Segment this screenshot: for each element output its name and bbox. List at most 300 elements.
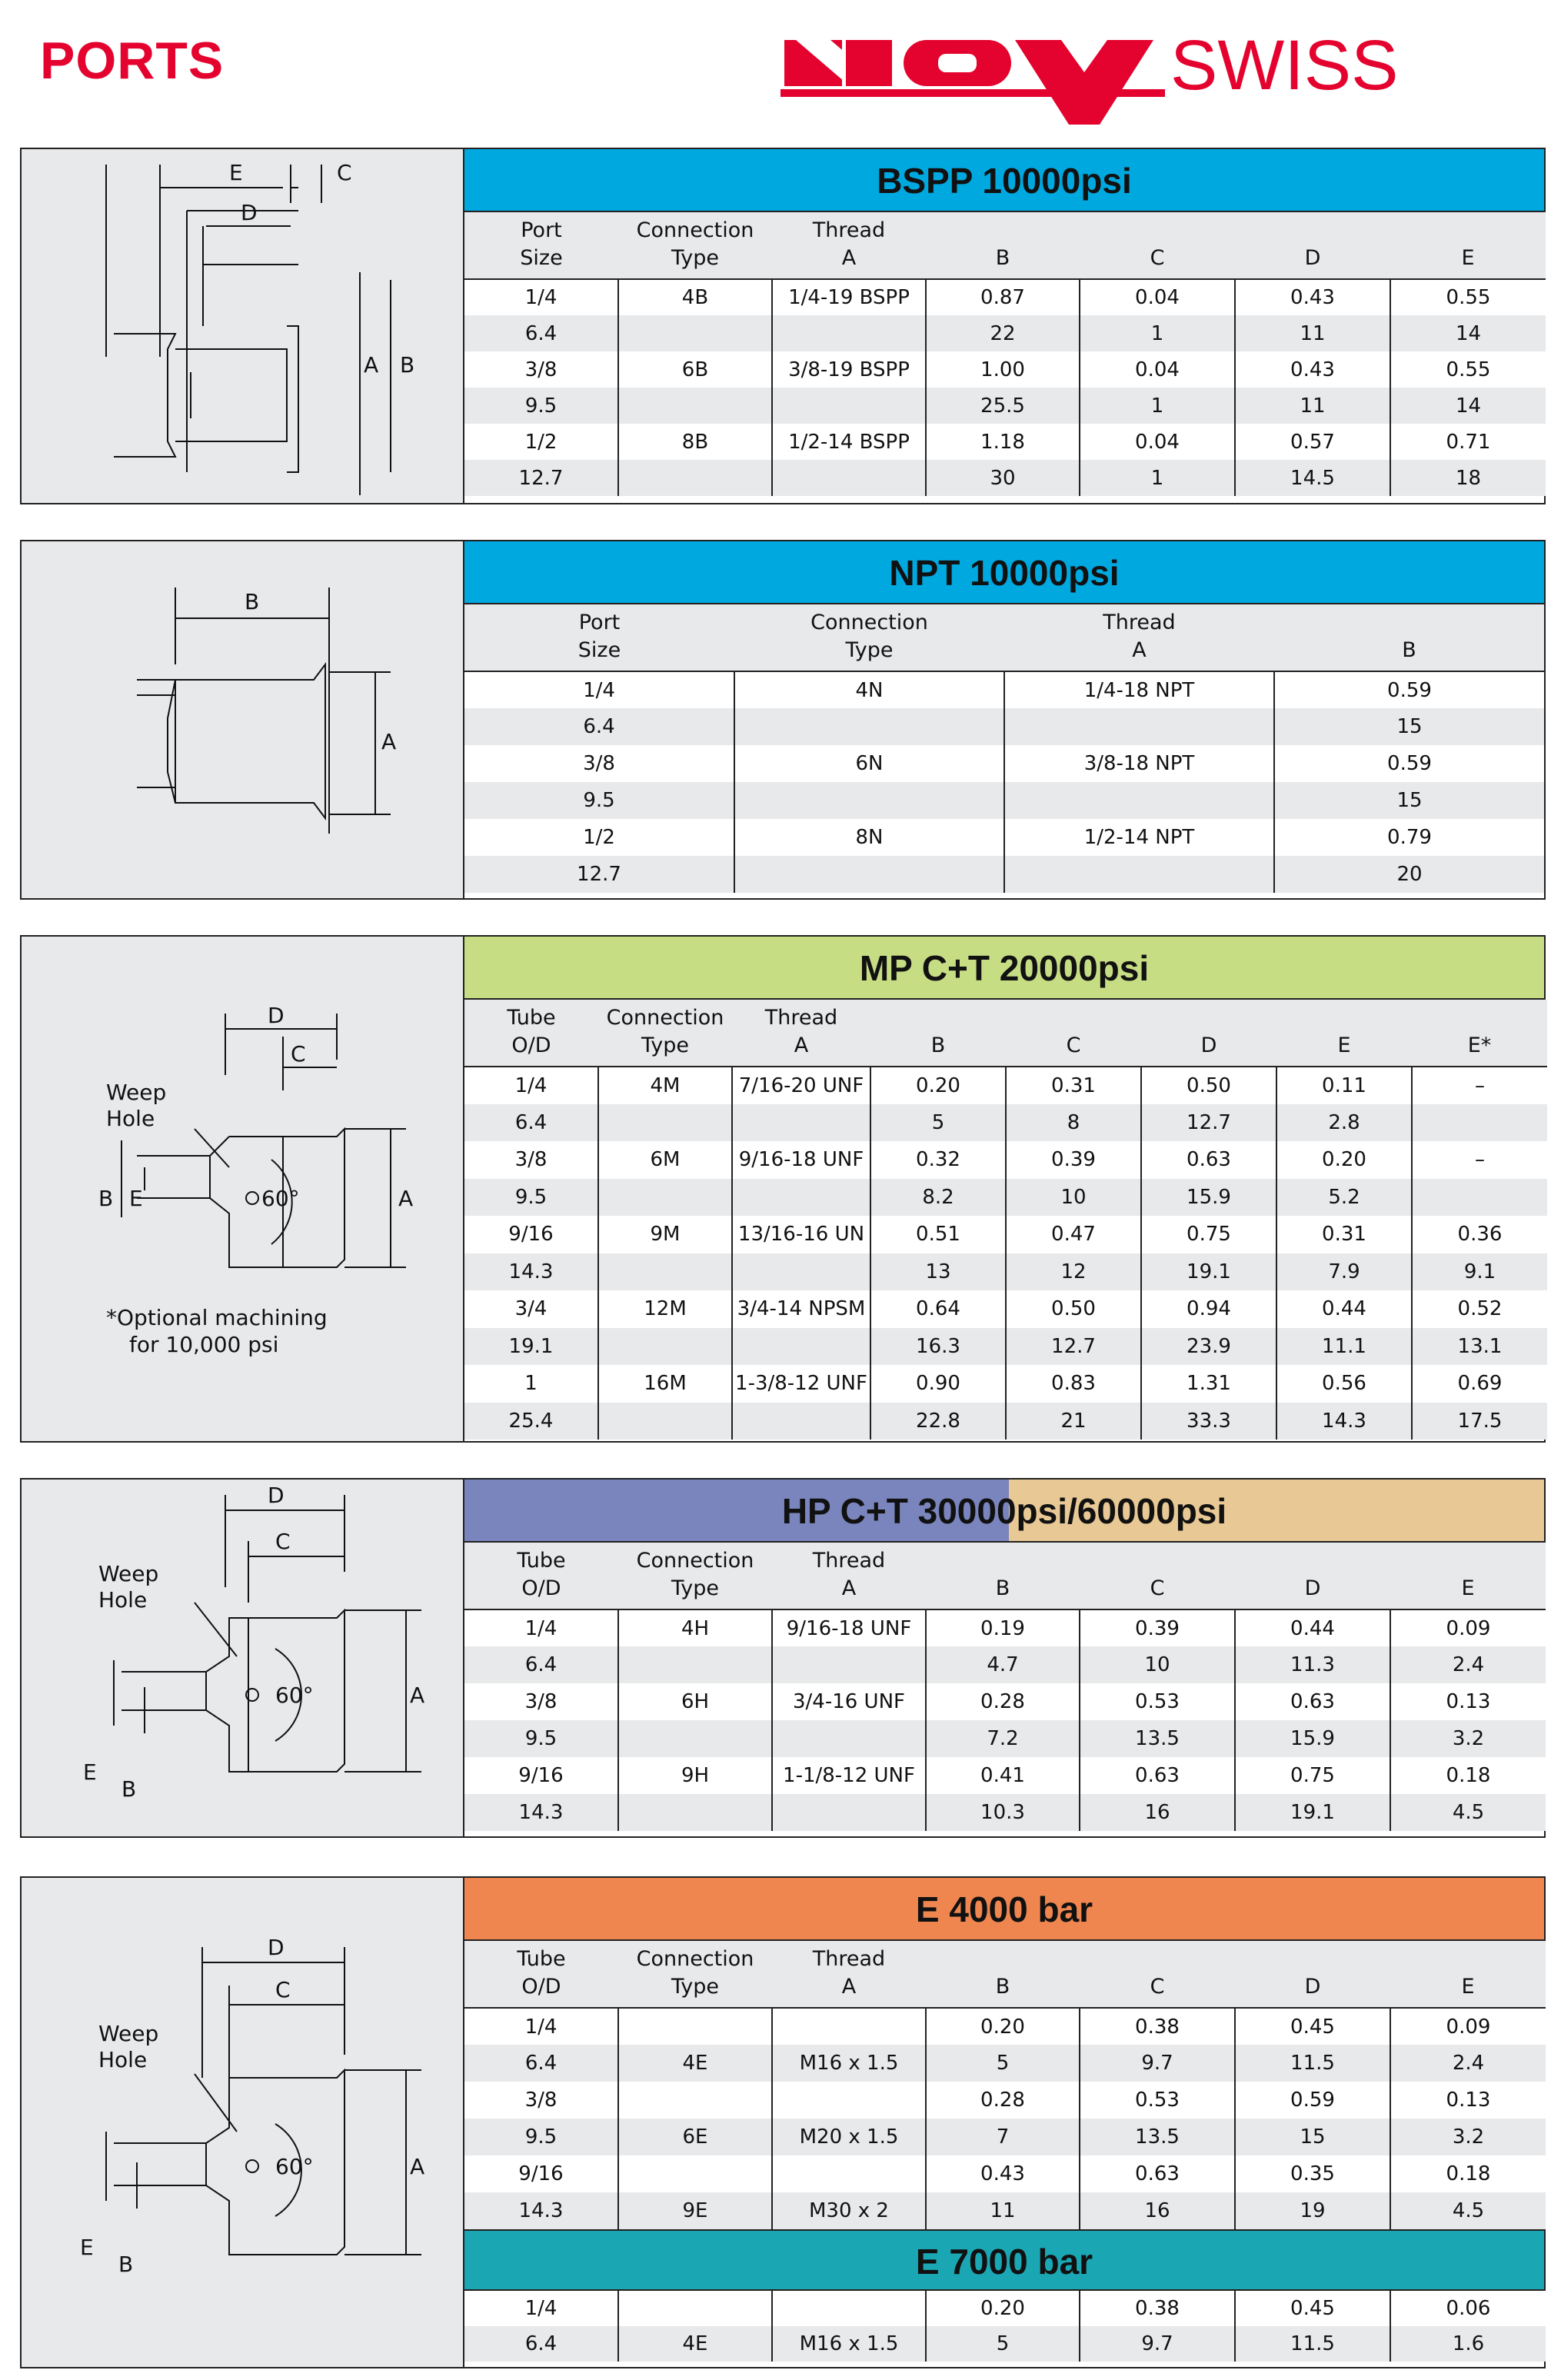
mp-header: Thread A xyxy=(732,1000,870,1067)
table-cell: 11.5 xyxy=(1235,2326,1390,2362)
hole-label: Hole xyxy=(98,1587,148,1613)
e7000-body xyxy=(464,2291,1546,2362)
table-row xyxy=(464,2155,1546,2192)
table-row xyxy=(464,2045,1546,2082)
table-cell: 6.4 xyxy=(464,315,618,351)
table-cell: 22 xyxy=(926,315,1080,351)
table-row xyxy=(464,1365,1547,1403)
table-cell: 8 xyxy=(1006,1104,1141,1142)
table-cell xyxy=(772,2082,926,2119)
table-cell: 0.51 xyxy=(870,1216,1006,1253)
table-cell: 1/4 xyxy=(464,2291,618,2326)
e4000-header: D xyxy=(1235,1941,1390,2008)
npt-header: Connection Type xyxy=(734,604,1004,671)
table-cell: 9H xyxy=(618,1757,772,1794)
table-cell: 25.4 xyxy=(464,1403,598,1440)
table-cell: 17.5 xyxy=(1412,1403,1547,1440)
table-cell: 9.7 xyxy=(1080,2045,1235,2082)
table-cell: 14.5 xyxy=(1235,460,1390,496)
npt-title-band xyxy=(464,541,1544,604)
table-cell xyxy=(772,2291,926,2326)
table-row xyxy=(464,1794,1546,1831)
table-cell: 4B xyxy=(618,279,772,315)
table-cell: 0.04 xyxy=(1080,424,1235,460)
weep-label: Weep xyxy=(106,1080,167,1105)
table-cell: M20 x 1.5 xyxy=(772,2119,926,2155)
table-cell: 6.4 xyxy=(464,1104,598,1142)
table-cell: 11.3 xyxy=(1235,1646,1390,1683)
table-cell: 0.53 xyxy=(1080,1683,1235,1720)
hp-section xyxy=(20,1478,1546,1838)
table-cell: 0.45 xyxy=(1235,2291,1390,2326)
table-cell: 0.28 xyxy=(926,2082,1080,2119)
table-cell: 3.2 xyxy=(1390,1720,1546,1757)
table-cell: 30 xyxy=(926,460,1080,496)
table-cell: 0.09 xyxy=(1390,2008,1546,2045)
table-cell: 9.5 xyxy=(464,2119,618,2155)
table-cell: 1 xyxy=(1080,315,1235,351)
table-cell: 12.7 xyxy=(464,856,734,893)
bspp-port-drawing xyxy=(22,149,463,503)
table-cell: 0.59 xyxy=(1274,671,1544,708)
table-cell: 13.5 xyxy=(1080,1720,1235,1757)
table-cell xyxy=(1004,782,1274,819)
mp-title-band xyxy=(464,937,1544,1000)
e7000-title-band xyxy=(464,2229,1544,2291)
table-cell: 0.13 xyxy=(1390,1683,1546,1720)
e4000-header: Tube O/D xyxy=(464,1941,618,2008)
table-cell: 3/8 xyxy=(464,351,618,388)
hp-title-band xyxy=(464,1480,1544,1543)
table-cell: 11 xyxy=(1235,388,1390,424)
table-row xyxy=(464,1683,1546,1720)
table-cell: 9/16 xyxy=(464,1757,618,1794)
table-cell xyxy=(772,1794,926,1831)
table-cell: 1 xyxy=(1080,460,1235,496)
table-cell xyxy=(618,1794,772,1831)
table-cell xyxy=(598,1328,732,1366)
table-cell: 0.13 xyxy=(1390,2082,1546,2119)
e4000-title: E 4000 bar xyxy=(915,1889,1093,1929)
table-cell: 9/16 xyxy=(464,1216,598,1253)
table-cell: 0.56 xyxy=(1276,1365,1412,1403)
table-cell xyxy=(618,2155,772,2192)
table-cell: 0.75 xyxy=(1141,1216,1276,1253)
npt-diagram xyxy=(22,541,464,898)
table-cell: 1/2 xyxy=(464,424,618,460)
table-cell: 0.39 xyxy=(1006,1141,1141,1179)
table-cell: 1 xyxy=(1080,388,1235,424)
table-row xyxy=(464,2008,1546,2045)
table-cell: 4E xyxy=(618,2045,772,2082)
table-cell: 18 xyxy=(1390,460,1546,496)
table-cell: 6M xyxy=(598,1141,732,1179)
mp-header: E xyxy=(1276,1000,1412,1067)
table-cell: 9.5 xyxy=(464,388,618,424)
table-cell: 5 xyxy=(870,1104,1006,1142)
table-cell xyxy=(772,460,926,496)
table-cell: 3/8 xyxy=(464,745,734,782)
table-cell: 15 xyxy=(1274,708,1544,745)
table-cell: 0.59 xyxy=(1235,2082,1390,2119)
hole-label: Hole xyxy=(106,1106,155,1131)
page-title: PORTS xyxy=(40,32,225,90)
table-row xyxy=(464,460,1546,496)
table-row xyxy=(464,1646,1546,1683)
label-e: E xyxy=(83,1759,97,1785)
table-cell xyxy=(772,315,926,351)
table-cell xyxy=(1412,1104,1547,1142)
table-cell: 0.39 xyxy=(1080,1609,1235,1646)
table-cell: 1.00 xyxy=(926,351,1080,388)
label-c: C xyxy=(291,1041,306,1067)
mp-header: B xyxy=(870,1000,1006,1067)
table-cell: 5 xyxy=(926,2326,1080,2362)
table-row xyxy=(464,2291,1546,2326)
label-e: E xyxy=(129,1186,143,1211)
angle-label: 60° xyxy=(275,1683,314,1708)
table-cell: 16 xyxy=(1080,1794,1235,1831)
table-cell: 10 xyxy=(1006,1179,1141,1217)
table-cell: 0.31 xyxy=(1276,1216,1412,1253)
table-cell xyxy=(1004,856,1274,893)
table-cell xyxy=(618,1646,772,1683)
hp-table-area xyxy=(464,1480,1544,1836)
table-cell: 9/16-18 UNF xyxy=(732,1141,870,1179)
table-cell: 0.20 xyxy=(926,2291,1080,2326)
table-cell: 1/4 xyxy=(464,671,734,708)
table-cell: 13/16-16 UN xyxy=(732,1216,870,1253)
label-a: A xyxy=(410,1683,425,1708)
table-cell: 0.64 xyxy=(870,1290,1006,1328)
table-cell: 0.28 xyxy=(926,1683,1080,1720)
table-cell: 0.63 xyxy=(1141,1141,1276,1179)
table-cell: 4.7 xyxy=(926,1646,1080,1683)
table-row xyxy=(464,351,1546,388)
e4000-header: E xyxy=(1390,1941,1546,2008)
table-row xyxy=(464,1757,1546,1794)
table-cell xyxy=(732,1104,870,1142)
table-cell xyxy=(598,1403,732,1440)
hole-label: Hole xyxy=(98,2047,148,2072)
table-row xyxy=(464,315,1546,351)
table-row xyxy=(464,1253,1547,1291)
table-cell: 12.7 xyxy=(1141,1104,1276,1142)
table-cell: 6B xyxy=(618,351,772,388)
table-cell: 15 xyxy=(1274,782,1544,819)
table-cell xyxy=(598,1179,732,1217)
table-cell: 11.5 xyxy=(1235,2045,1390,2082)
angle-label: 60° xyxy=(275,2154,314,2179)
table-cell: 0.44 xyxy=(1276,1290,1412,1328)
label-a: A xyxy=(381,729,397,754)
table-cell: 3/8 xyxy=(464,1683,618,1720)
e-table-area xyxy=(464,1878,1544,2367)
table-cell: 14.3 xyxy=(464,1794,618,1831)
npt-section xyxy=(20,540,1546,900)
table-row xyxy=(464,1290,1547,1328)
npt-body xyxy=(464,671,1544,893)
table-cell xyxy=(732,1179,870,1217)
hp-port-drawing xyxy=(22,1480,463,1836)
table-cell: 6.4 xyxy=(464,2045,618,2082)
table-cell: 0.18 xyxy=(1390,1757,1546,1794)
mp-header: Connection Type xyxy=(598,1000,732,1067)
table-cell xyxy=(732,1403,870,1440)
hp-header: C xyxy=(1080,1543,1235,1609)
table-cell: 0.63 xyxy=(1235,1683,1390,1720)
table-cell: 6.4 xyxy=(464,2326,618,2362)
table-cell: 15.9 xyxy=(1235,1720,1390,1757)
table-cell: 9/16-18 UNF xyxy=(772,1609,926,1646)
table-cell xyxy=(732,1328,870,1366)
table-cell: 0.38 xyxy=(1080,2291,1235,2326)
table-cell: 9.7 xyxy=(1080,2326,1235,2362)
table-cell: 14 xyxy=(1390,315,1546,351)
table-row xyxy=(464,388,1546,424)
e4000-table xyxy=(464,1941,1546,2229)
hp-title: HP C+T 30000psi/60000psi xyxy=(781,1491,1227,1531)
optional-note-1: *Optional machining xyxy=(106,1305,328,1330)
e4000-header-row xyxy=(464,1941,1546,2008)
e4000-header: Connection Type xyxy=(618,1941,772,2008)
mp-title: MP C+T 20000psi xyxy=(859,948,1150,988)
npt-table xyxy=(464,604,1544,893)
hp-header: Connection Type xyxy=(618,1543,772,1609)
label-e: E xyxy=(229,160,243,185)
table-cell: 1 xyxy=(464,1365,598,1403)
label-c: C xyxy=(275,1529,291,1554)
table-cell: 0.75 xyxy=(1235,1757,1390,1794)
table-cell: 1-1/8-12 UNF xyxy=(772,1757,926,1794)
table-cell: 14.3 xyxy=(464,2192,618,2229)
table-cell: 6H xyxy=(618,1683,772,1720)
bspp-table xyxy=(464,212,1546,496)
bspp-header: C xyxy=(1080,212,1235,279)
table-row xyxy=(464,424,1546,460)
table-cell: 0.04 xyxy=(1080,351,1235,388)
table-cell: 0.31 xyxy=(1006,1067,1141,1104)
table-cell: 3/8 xyxy=(464,1141,598,1179)
mp-diagram xyxy=(22,937,464,1441)
table-cell: 0.44 xyxy=(1235,1609,1390,1646)
table-cell: 12.7 xyxy=(1006,1328,1141,1366)
table-cell: 0.20 xyxy=(870,1067,1006,1104)
mp-body xyxy=(464,1067,1547,1440)
table-cell: 0.43 xyxy=(1235,279,1390,315)
table-cell: 3/8 xyxy=(464,2082,618,2119)
e-diagram xyxy=(22,1878,464,2367)
label-d: D xyxy=(268,1483,285,1508)
label-c: C xyxy=(275,1977,291,2002)
table-cell: 0.43 xyxy=(926,2155,1080,2192)
table-cell: 9/16 xyxy=(464,2155,618,2192)
table-cell: 11.1 xyxy=(1276,1328,1412,1366)
table-row xyxy=(464,745,1544,782)
npt-title: NPT 10000psi xyxy=(889,553,1120,593)
table-cell: 20 xyxy=(1274,856,1544,893)
table-cell: 0.63 xyxy=(1080,1757,1235,1794)
npt-header: B xyxy=(1274,604,1544,671)
e-section xyxy=(20,1876,1546,2368)
table-row xyxy=(464,856,1544,893)
table-cell xyxy=(618,460,772,496)
table-cell: 5 xyxy=(926,2045,1080,2082)
table-cell: 0.38 xyxy=(1080,2008,1235,2045)
table-cell: 1.6 xyxy=(1390,2326,1546,2362)
mp-header: C xyxy=(1006,1000,1141,1067)
table-cell: 1/4-18 NPT xyxy=(1004,671,1274,708)
table-cell: 1-3/8-12 UNF xyxy=(732,1365,870,1403)
table-cell: M16 x 1.5 xyxy=(772,2326,926,2362)
table-cell: 3.2 xyxy=(1390,2119,1546,2155)
table-row xyxy=(464,1328,1547,1366)
table-cell xyxy=(772,2155,926,2192)
table-cell: 0.71 xyxy=(1390,424,1546,460)
optional-note-2: for 10,000 psi xyxy=(129,1332,279,1357)
table-cell: 12.7 xyxy=(464,460,618,496)
bspp-header: Thread A xyxy=(772,212,926,279)
table-cell: 0.63 xyxy=(1080,2155,1235,2192)
hp-table xyxy=(464,1543,1546,1831)
table-cell: 8.2 xyxy=(870,1179,1006,1217)
hp-header: Tube O/D xyxy=(464,1543,618,1609)
table-cell: 7.2 xyxy=(926,1720,1080,1757)
table-cell: 3/4-16 UNF xyxy=(772,1683,926,1720)
table-cell: 1/2-14 BSPP xyxy=(772,424,926,460)
table-cell: 0.55 xyxy=(1390,351,1546,388)
bspp-body xyxy=(464,279,1546,496)
table-cell: 0.47 xyxy=(1006,1216,1141,1253)
table-cell xyxy=(618,315,772,351)
bspp-title: BSPP 10000psi xyxy=(877,161,1132,201)
npt-table-area xyxy=(464,541,1544,898)
bspp-diagram xyxy=(22,149,464,503)
table-row xyxy=(464,708,1544,745)
table-cell: 4E xyxy=(618,2326,772,2362)
label-a: A xyxy=(364,352,379,378)
table-cell: 0.43 xyxy=(1235,351,1390,388)
table-cell: 16M xyxy=(598,1365,732,1403)
mp-table xyxy=(464,1000,1547,1440)
table-cell: 8B xyxy=(618,424,772,460)
table-cell: 7/16-20 UNF xyxy=(732,1067,870,1104)
table-row xyxy=(464,1141,1547,1179)
table-row xyxy=(464,2192,1546,2229)
table-cell xyxy=(772,2008,926,2045)
table-row xyxy=(464,782,1544,819)
table-cell: 0.06 xyxy=(1390,2291,1546,2326)
table-cell: 0.87 xyxy=(926,279,1080,315)
table-cell: – xyxy=(1412,1141,1547,1179)
bspp-header: Connection Type xyxy=(618,212,772,279)
table-cell: 1/4-19 BSPP xyxy=(772,279,926,315)
table-cell: 15 xyxy=(1235,2119,1390,2155)
label-b: B xyxy=(98,1186,114,1211)
npt-port-drawing xyxy=(22,541,463,898)
table-cell: 4.5 xyxy=(1390,2192,1546,2229)
table-row xyxy=(464,1720,1546,1757)
label-d: D xyxy=(241,200,258,225)
table-cell xyxy=(734,708,1004,745)
table-cell: 14.3 xyxy=(1276,1403,1412,1440)
bspp-header: B xyxy=(926,212,1080,279)
mp-header: D xyxy=(1141,1000,1276,1067)
table-row xyxy=(464,1609,1546,1646)
table-cell: 7 xyxy=(926,2119,1080,2155)
table-cell: 22.8 xyxy=(870,1403,1006,1440)
table-cell: M30 x 2 xyxy=(772,2192,926,2229)
table-cell: 2.4 xyxy=(1390,1646,1546,1683)
table-cell: 0.09 xyxy=(1390,1609,1546,1646)
table-cell: 7.9 xyxy=(1276,1253,1412,1291)
bspp-section xyxy=(20,148,1546,504)
table-cell: 1/4 xyxy=(464,279,618,315)
table-cell xyxy=(618,388,772,424)
table-cell: 0.94 xyxy=(1141,1290,1276,1328)
bspp-table-area xyxy=(464,149,1544,503)
label-b: B xyxy=(121,1776,137,1802)
table-cell: 13.1 xyxy=(1412,1328,1547,1366)
table-cell xyxy=(1004,708,1274,745)
table-cell: 9.5 xyxy=(464,782,734,819)
table-cell: 23.9 xyxy=(1141,1328,1276,1366)
bspp-header: E xyxy=(1390,212,1546,279)
table-row xyxy=(464,1216,1547,1253)
table-cell: 0.19 xyxy=(926,1609,1080,1646)
table-cell: 9.5 xyxy=(464,1179,598,1217)
table-cell: 10 xyxy=(1080,1646,1235,1683)
table-cell: 13 xyxy=(870,1253,1006,1291)
table-cell xyxy=(734,856,1004,893)
table-cell: 11 xyxy=(1235,315,1390,351)
table-cell: 0.55 xyxy=(1390,279,1546,315)
table-cell: 25.5 xyxy=(926,388,1080,424)
table-cell xyxy=(598,1253,732,1291)
table-cell: 4.5 xyxy=(1390,1794,1546,1831)
table-cell: 2.4 xyxy=(1390,2045,1546,2082)
table-cell: 33.3 xyxy=(1141,1403,1276,1440)
npt-header: Thread A xyxy=(1004,604,1274,671)
hp-diagram xyxy=(22,1480,464,1836)
table-cell: 0.36 xyxy=(1412,1216,1547,1253)
bspp-title-band xyxy=(464,149,1544,212)
e4000-header: C xyxy=(1080,1941,1235,2008)
table-cell: 9.1 xyxy=(1412,1253,1547,1291)
bspp-header-row xyxy=(464,212,1546,279)
table-row xyxy=(464,1403,1547,1440)
table-row xyxy=(464,2082,1546,2119)
table-cell: 0.50 xyxy=(1141,1067,1276,1104)
table-cell: 0.59 xyxy=(1274,745,1544,782)
label-d: D xyxy=(268,1003,285,1028)
e7000-table xyxy=(464,2291,1546,2362)
table-cell: 19 xyxy=(1235,2192,1390,2229)
table-cell: 3/4-14 NPSM xyxy=(732,1290,870,1328)
table-cell xyxy=(734,782,1004,819)
e7000-title: E 7000 bar xyxy=(915,2242,1093,2282)
table-cell: 8N xyxy=(734,819,1004,856)
mp-table-area xyxy=(464,937,1544,1441)
table-row xyxy=(464,1179,1547,1217)
table-cell xyxy=(1412,1179,1547,1217)
table-cell: 10.3 xyxy=(926,1794,1080,1831)
mp-port-drawing xyxy=(22,937,463,1441)
nova-swiss-logo xyxy=(777,34,1530,126)
bspp-header: Port Size xyxy=(464,212,618,279)
table-cell: 0.52 xyxy=(1412,1290,1547,1328)
table-cell: 19.1 xyxy=(1141,1253,1276,1291)
